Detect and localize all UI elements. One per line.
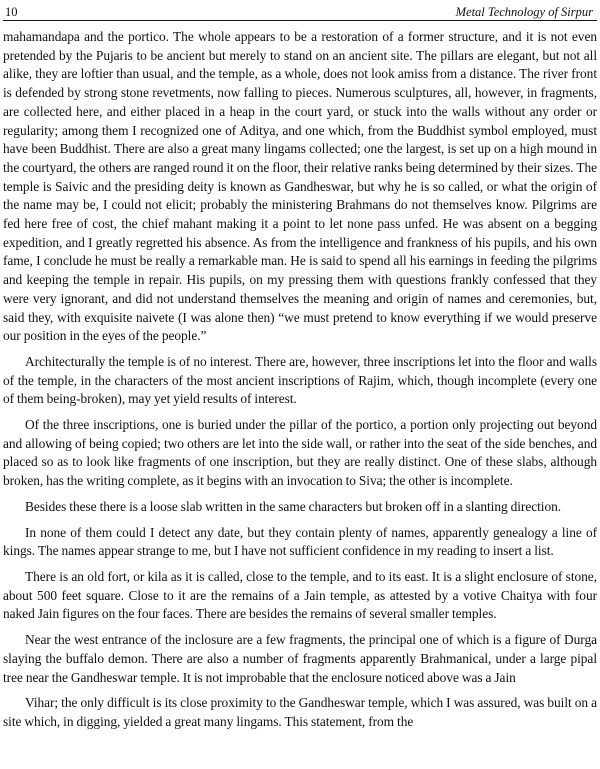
paragraph: Architecturally the temple is of no interest. There are, however, three inscriptions let into the floor and walls of the temple, in the characters of the most ancient inscriptions of Rajim, which, though incomplete (every one of them being-broken), may yet yield results of interest. — [3, 353, 597, 407]
paragraph: Besides these there is a loose slab written in the same characters but broken off in a slanting direction. — [25, 498, 562, 514]
running-title: Metal Technology of Sirpur — [455, 5, 593, 19]
header-rule — [3, 20, 597, 21]
paragraph: Of the three inscriptions, one is buried under the pillar of the portico, a portion only projecting out beyond and allowing of being copied; two others are let into the side wall, or rather into the seat of the side benches, and placed so as to look like fragments of one inscription, but they are really distinct. One of these slabs, although broken, has the writing complete, as it begins with an invocation to Siva; the other is incomplete. — [3, 417, 597, 489]
paragraph: There is an old fort, or kila as it is called, close to the temple, and to its east. It is a slight enclosure of stone, about 500 feet square. Close to it are the remains of a Jain temple, as attested by a votive Chaitya with four naked Jain figures on the four faces. There are besides the remains of several smaller temples. — [3, 568, 597, 622]
body-text — [3, 28, 597, 732]
paragraph: mahamandapa and the portico. The whole appears to be a restoration of a former structure, and it is not even pretended by the Pujaris to be ancient but merely to stand on an ancient site. The pillars are elegant, but not all alike, they are loftier than usual, and the temple, as a whole, does not look amiss from a distance. The river front is defended by strong stone revetments, now falling to pieces. Numerous sculptures, all, however, in fragments, are collected here, and either placed in a heap in the court yard, or stuck into the walls without any order or regularity; among them I recognized one of Aditya, and one which, from the Buddhist symbol employed, must have been Buddhist. There are also a great many lingams collected; one the largest, is set up on a high mound in the courtyard, the others are ranged round it on the floor, their relative ranks being determined by their sizes. The temple is Saivic and the presiding deity is known as Gandheswar, but why he is so called, or what the origin of the name may be, I could not elicit; probably the ministering Brahmans do not themselves know. Pilgrims are fed here free of cost, the chief mahant making it a point to let none pass unfed. He was absent on a begging expedition, and I greatly regretted his absence. As from the intelligence and frankness of his pupils, and his own fame, I conclude he must be really a remarkable man. He is said to spend all his earnings in feeding the pilgrims and keeping the temple in repair. His pupils, on my pressing them with questions frankly confessed that they were very ignorant, and did not understand themselves the meaning and origin of names and ceremonies, but, said they, with exquisite naivete (I was alone then) “we must pretend to know everything if we would preserve our position in the eyes of the people.” — [3, 29, 597, 344]
paragraph: Near the west entrance of the inclosure are a few fragments, the principal one of which is a figure of Durga slaying the buffalo demon. There are also a number of fragments apparently Brahmanical, under a large pipal tree near the Gandheswar temple. It is not improbable that the enclosure noticed above was a Jain — [3, 632, 597, 685]
page-number: 10 — [5, 5, 18, 19]
paragraph: Vihar; the only difficult is its close proximity to the Gandheswar temple, which I was assured, was built on a site which, in digging, yielded a great many lingams. This statement, from the — [3, 695, 597, 729]
running-header — [3, 0, 597, 22]
paragraph: In none of them could I detect any date, but they contain plenty of names, apparently genealogy a line of kings. The names appear strange to me, but I have not sufficient confidence in my reading to insert a list. — [3, 524, 597, 559]
